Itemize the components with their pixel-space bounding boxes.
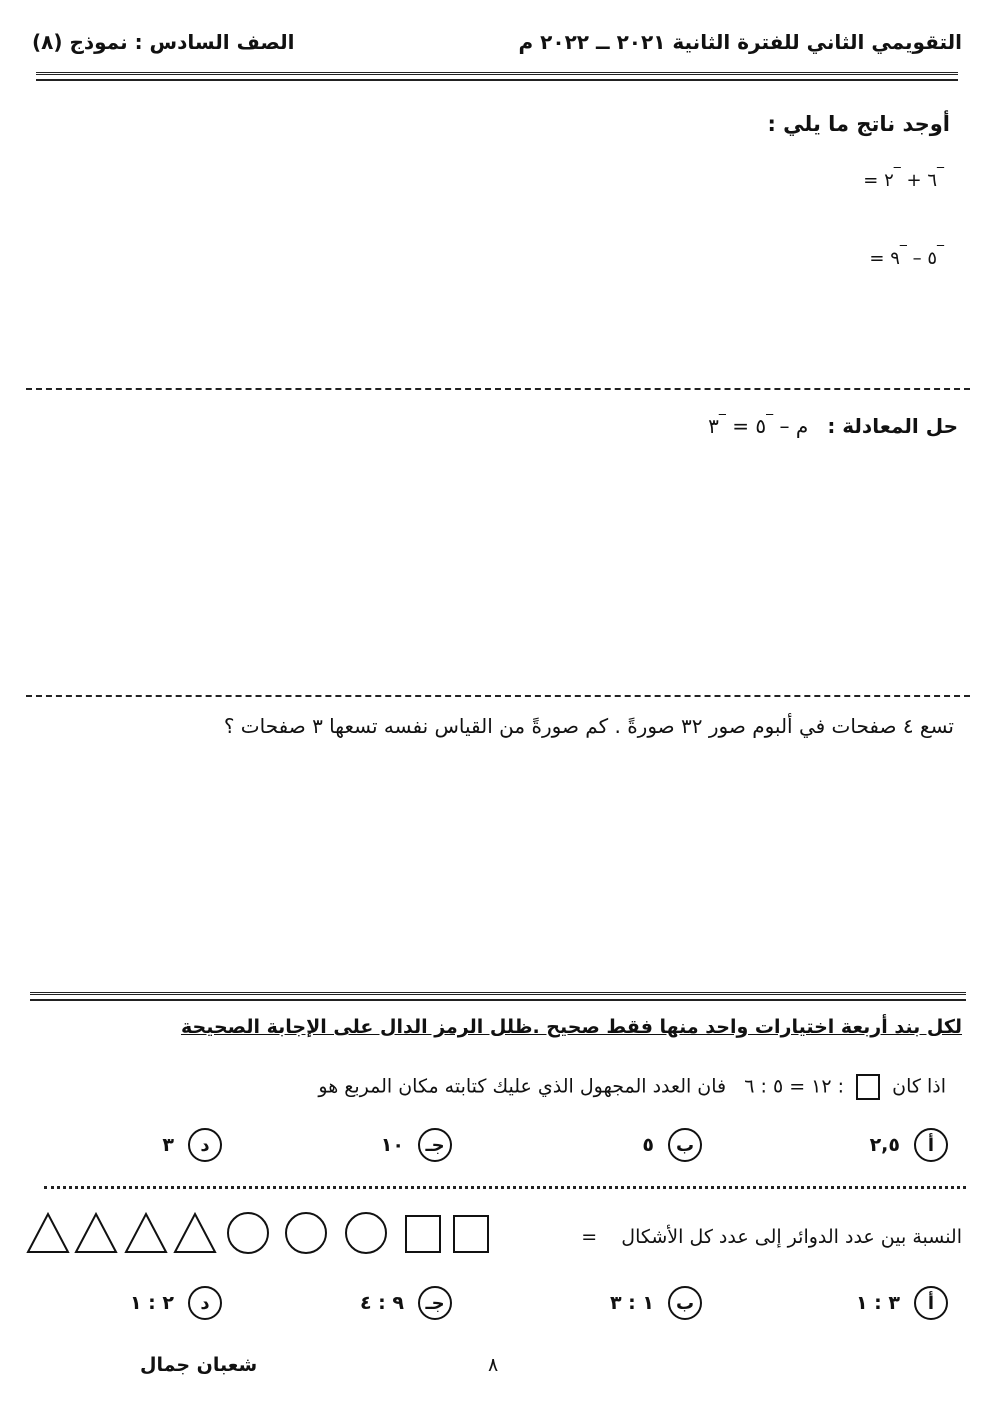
exam-title: التقويمي الثاني للفترة الثانية ٢٠٢١ ــ ٢٠٢٢ م	[518, 30, 962, 54]
mcq2-choice-d[interactable]	[130, 1286, 222, 1320]
choice-value: ١٠	[380, 1134, 404, 1156]
q1-expr2: ‾٥ – ‾٩ =	[869, 244, 944, 269]
choice-marker[interactable]: د	[188, 1286, 222, 1320]
section-divider-1	[26, 388, 970, 390]
grade-text: الصف السادس	[149, 30, 295, 54]
choice-value: ١ : ٣	[609, 1292, 654, 1314]
q2-eq: =	[732, 414, 750, 438]
choice-marker[interactable]: أ	[914, 1128, 948, 1162]
mcq-item-divider	[44, 1186, 966, 1189]
q2-var: م	[795, 414, 809, 438]
choice-value: ٣	[162, 1134, 174, 1156]
q2-minus: –	[779, 414, 790, 438]
mcq2-question	[581, 1226, 962, 1248]
mcq1-choice-d[interactable]	[162, 1128, 222, 1162]
q1-expr2-b: ٩	[890, 248, 900, 269]
mcq2-text: النسبة بين عدد الدوائر إلى عدد كل الأشكال	[621, 1226, 962, 1248]
choice-marker[interactable]: أ	[914, 1286, 948, 1320]
q1-expr2-eq: =	[869, 248, 885, 269]
choice-marker[interactable]: ب	[668, 1286, 702, 1320]
mcq1-choice-c[interactable]	[381, 1128, 452, 1162]
choice-value: ٢,٥	[869, 1134, 900, 1156]
mcq1-suffix: فان العدد المجهول الذي عليك كتابته مكان المربع هو	[318, 1075, 727, 1098]
mcq2-eq: =	[581, 1226, 598, 1248]
circle-shape	[346, 1213, 386, 1253]
q1-expr2-a: ٥	[927, 248, 937, 269]
section-divider-2	[26, 695, 970, 697]
q2-prompt: حل المعادلة :	[827, 414, 958, 438]
q2-equation: حل المعادلة : م – ‾٥ = ‾٣	[708, 413, 958, 438]
mcq1-prefix: اذا كان	[892, 1075, 946, 1098]
circle-shape	[286, 1213, 326, 1253]
triangle-shape	[175, 1214, 215, 1252]
shapes-figure	[26, 1210, 496, 1256]
q2-n2: ٣	[708, 414, 719, 438]
mcq2-choice-b[interactable]	[610, 1286, 702, 1320]
q1-expr1-op: +	[906, 170, 922, 191]
square-shape	[454, 1216, 488, 1252]
page-number: ٨	[488, 1354, 499, 1376]
choice-value: ٥	[642, 1134, 654, 1156]
choice-value: ٩ : ٤	[359, 1292, 404, 1314]
triangle-shape	[126, 1214, 166, 1252]
choice-marker[interactable]: د	[188, 1128, 222, 1162]
mcq-divider	[30, 992, 966, 1001]
q1-expr1-a: ٦	[927, 170, 937, 191]
mcq2-choice-c[interactable]	[360, 1286, 452, 1320]
mcq-instruction: لكل بند أربعة اختيارات واحد منها فقط صحيح .ظلل الرمز الدال على الإجابة الصحيحة	[180, 1016, 962, 1038]
mcq1-question	[318, 1074, 946, 1100]
square-shape	[406, 1216, 440, 1252]
q1-expr1: ‾٦ + ‾٢ =	[863, 166, 944, 191]
q2-n1: ٥	[755, 414, 767, 438]
triangle-shape	[28, 1214, 68, 1252]
mcq2-choice-a[interactable]	[856, 1286, 948, 1320]
grade-label	[32, 30, 295, 54]
grade-separator: :	[127, 30, 143, 54]
q1-expr2-op: –	[912, 248, 922, 269]
choice-marker[interactable]: جـ	[418, 1128, 452, 1162]
choice-marker[interactable]: ب	[668, 1128, 702, 1162]
circle-shape	[228, 1213, 268, 1253]
choice-value: ٣ : ١	[855, 1292, 900, 1314]
header-divider	[36, 72, 958, 81]
q1-expr1-b: ٢	[884, 170, 894, 191]
mcq1-blank-box	[856, 1074, 880, 1100]
triangle-shape	[76, 1214, 116, 1252]
q1-expr1-eq: =	[863, 170, 879, 191]
model-text: نموذج (٨)	[32, 30, 128, 54]
choice-value: ٢ : ١	[129, 1292, 174, 1314]
q3-prompt: تسع ٤ صفحات في ألبوم صور ٣٢ صورةً . كم صورةً من القياس نفسه تسعها ٣ صفحات ؟	[223, 714, 954, 738]
mcq1-choice-b[interactable]	[642, 1128, 702, 1162]
q1-prompt: أوجد ناتج ما يلي :	[767, 112, 950, 136]
choice-marker[interactable]: جـ	[418, 1286, 452, 1320]
author-name: شعبان جمال	[140, 1354, 258, 1376]
mcq1-choice-a[interactable]	[870, 1128, 948, 1162]
mcq1-middle: : ١٢ = ٥ : ٦	[744, 1075, 845, 1098]
